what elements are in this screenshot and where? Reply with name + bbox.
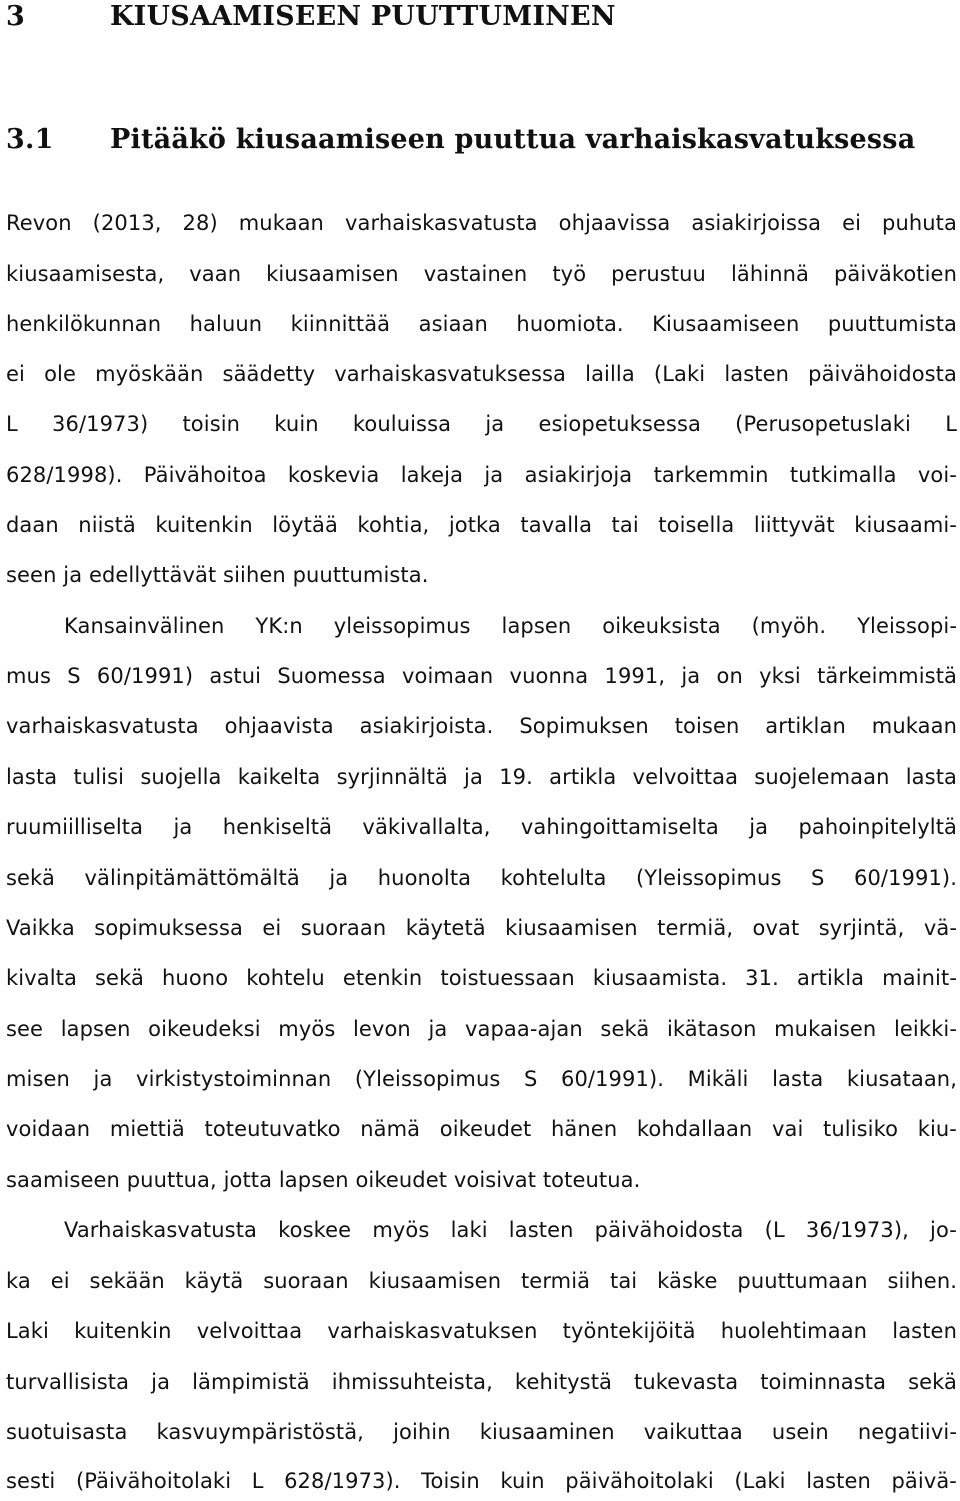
text-line: suotuisasta kasvuympäristöstä, joihin kiusaaminen vaikuttaa usein negatiivi- [6,1420,957,1444]
text-line: ruumiilliselta ja henkiseltä väkivallalta, vahingoittamiselta ja pahoinpitelyltä [6,815,957,839]
text-line: voidaan miettiä toteutuvatko nämä oikeudet hänen kohdallaan vai tulisiko kiu- [6,1117,957,1141]
text-line: henkilökunnan haluun kiinnittää asiaan huomiota. Kiusaamiseen puuttumista [6,312,957,336]
text-line: sesti (Päivähoitolaki L 628/1973). Toisin kuin päivähoitolaki (Laki lasten päivä- [6,1469,957,1493]
text-line: saamiseen puuttua, jotta lapsen oikeudet voisivat toteutua. [6,1168,641,1192]
text-line: lasta tulisi suojella kaikelta syrjinnältä ja 19. artikla velvoittaa suojelemaan lasta [6,765,957,789]
text-line: seen ja edellyttävät siihen puuttumista. [6,563,429,587]
text-line: ei ole myöskään säädetty varhaiskasvatuksessa lailla (Laki lasten päivähoidosta [6,362,957,386]
text-line: see lapsen oikeudeksi myös levon ja vapaa-ajan sekä ikätason mukaisen leikki- [6,1017,957,1041]
text-line: sekä välinpitämättömältä ja huonolta kohtelulta (Yleissopimus S 60/1991). [6,866,957,890]
text-line: Laki kuitenkin velvoittaa varhaiskasvatuksen työntekijöitä huolehtimaan lasten [6,1319,957,1343]
text-line: Varhaiskasvatusta koskee myös laki lasten päivähoidosta (L 36/1973), jo- [64,1218,957,1242]
text-line: turvallisista ja lämpimistä ihmissuhteista, kehitystä tukevasta toiminnasta sekä [6,1370,957,1394]
text-line: mus S 60/1991) astui Suomessa voimaan vuonna 1991, ja on yksi tärkeimmistä [6,664,957,688]
text-line: Vaikka sopimuksessa ei suoraan käytetä kiusaamisen termiä, ovat syrjintä, vä- [6,916,957,940]
text-line: 628/1998). Päivähoitoa koskevia lakeja ja asiakirjoja tarkemmin tutkimalla voi- [6,463,957,487]
text-line: Kansainvälinen YK:n yleissopimus lapsen oikeuksista (myöh. Yleissopi- [64,614,957,638]
text-line: daan niistä kuitenkin löytää kohtia, jotka tavalla tai toisella liittyvät kiusaami- [6,513,957,537]
text-line: kiusaamisesta, vaan kiusaamisen vastainen työ perustuu lähinnä päiväkotien [6,262,957,286]
text-line: kivalta sekä huono kohtelu etenkin toistuessaan kiusaamista. 31. artikla mainit- [6,966,957,990]
section-title: Pitääkö kiusaamiseen puuttua varhaiskasvatuksessa [110,124,916,155]
text-line: Revon (2013, 28) mukaan varhaiskasvatusta ohjaavissa asiakirjoissa ei puhuta [6,211,957,235]
text-line: varhaiskasvatusta ohjaavista asiakirjoista. Sopimuksen toisen artiklan mukaan [6,714,957,738]
text-line: ka ei sekään käytä suoraan kiusaamisen termiä tai käske puuttumaan siihen. [6,1269,957,1293]
text-line: L 36/1973) toisin kuin kouluissa ja esiopetuksessa (Perusopetuslaki L [6,412,957,436]
text-line: misen ja virkistystoiminnan (Yleissopimus S 60/1991). Mikäli lasta kiusataan, [6,1067,957,1091]
chapter-number: 3 [6,1,25,32]
section-number: 3.1 [6,124,54,155]
section-heading [6,123,915,157]
chapter-heading [6,0,616,34]
chapter-title: KIUSAAMISEEN PUUTTUMINEN [110,1,616,32]
